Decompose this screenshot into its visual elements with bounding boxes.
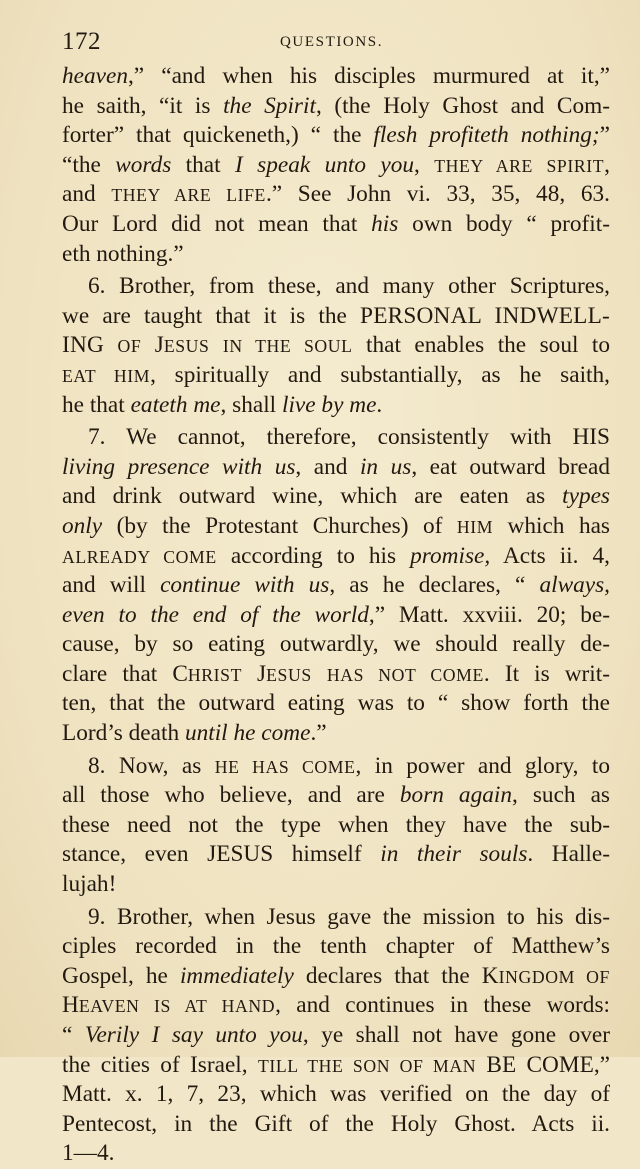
italic-text: I speak unto you — [235, 151, 415, 178]
small-caps-text: ALREADY COME — [62, 546, 217, 567]
text-line — [62, 752, 610, 782]
small-caps-text: HIM — [456, 516, 494, 537]
text-run: he that — [62, 391, 131, 418]
italic-text: the Spirit — [223, 92, 316, 119]
text-run: lujah! — [62, 871, 117, 898]
text-run: 8. Now, as — [88, 752, 215, 779]
italic-text: until he come — [184, 720, 311, 747]
italic-text: continue with us — [160, 572, 330, 599]
text-line — [62, 453, 610, 483]
italic-text: heaven — [62, 63, 128, 89]
italic-text: types — [562, 483, 610, 510]
text-line — [62, 1080, 610, 1110]
text-run: , eat outward bread — [411, 453, 610, 480]
small-caps-text: HRIST — [187, 664, 242, 685]
text-line — [62, 331, 610, 361]
small-caps-text: ESUS — [163, 336, 210, 357]
small-caps-text: HE HAS COME — [214, 756, 356, 777]
text-run: we are taught that it is the — [62, 302, 361, 329]
text-line — [62, 811, 610, 841]
text-line — [62, 1139, 610, 1169]
text-line — [62, 719, 610, 749]
text-run — [209, 332, 222, 358]
text-run: ING — [62, 332, 105, 359]
text-run: . — [376, 391, 383, 418]
text-run: , such as — [512, 782, 610, 809]
small-caps-text: THEY ARE LIFE — [111, 185, 266, 206]
text-run: cause, by so eating outwardly, we should really de- — [62, 631, 610, 658]
text-run: clare that C — [62, 660, 188, 687]
text-run: J — [141, 332, 164, 359]
text-run: .” — [310, 720, 327, 747]
text-run: .” See John vi. 33, 35, 48, 63. — [265, 181, 610, 208]
small-caps-text: INGDOM OF — [498, 966, 610, 987]
text-run: 1—4. — [62, 1140, 115, 1167]
text-line — [62, 62, 610, 92]
italic-text: flesh profiteth nothing; — [373, 122, 600, 149]
text-run: “ — [62, 1022, 85, 1048]
text-run: 9. Brother, when Jesus gave the mission to his dis- — [88, 903, 610, 930]
text-line — [62, 601, 610, 631]
text-run: , shall — [220, 391, 282, 418]
italic-text: immediately — [179, 962, 294, 989]
italic-text: his — [371, 210, 399, 237]
text-run: , in power and glory, to — [355, 752, 611, 779]
text-line — [62, 903, 610, 933]
text-run: ,” Matt. xxviii. 20; be- — [368, 601, 610, 628]
small-caps-text: THEY ARE SPIRIT — [434, 155, 605, 176]
italic-text: living presence with us — [62, 453, 296, 480]
text-run: , spiritually and substantially, as he saith, — [150, 361, 610, 388]
text-line — [62, 781, 610, 811]
small-caps-text: OF — [117, 336, 142, 357]
text-run: and — [62, 181, 112, 208]
text-run — [312, 661, 327, 687]
small-caps-text: HAS NOT COME — [326, 664, 484, 685]
text-line — [62, 1110, 610, 1140]
italic-text: in their souls — [380, 841, 528, 868]
text-line — [62, 180, 610, 210]
text-line — [62, 512, 610, 542]
text-line — [62, 302, 610, 332]
text-run: , — [604, 151, 610, 178]
page-header — [62, 28, 610, 58]
text-run: eth nothing.” — [62, 240, 184, 267]
text-run: Gospel, he — [62, 962, 180, 989]
text-run: . It is writ- — [483, 660, 611, 687]
text-run: , — [414, 151, 435, 178]
text-run: 7. We cannot, therefore, consistently with HIS — [88, 424, 610, 451]
text-line — [62, 571, 610, 601]
text-line — [62, 482, 610, 512]
text-run: . Halle- — [527, 841, 610, 868]
italic-text: always, — [539, 572, 610, 599]
small-caps-text: TILL THE SON OF MAN — [257, 1055, 477, 1076]
text-line — [62, 630, 610, 660]
text-run: he saith, “it is — [62, 92, 224, 119]
text-run: which has — [493, 512, 610, 539]
italic-text: born again — [399, 782, 512, 809]
italic-text: in us — [359, 453, 412, 480]
text-line — [62, 272, 610, 302]
text-run: H — [62, 992, 79, 1019]
italic-text: Verily I say unto you — [84, 1022, 303, 1048]
text-line — [62, 840, 610, 870]
italic-text: live by me — [281, 391, 377, 418]
text-run: Acts ii. 4, — [490, 542, 610, 569]
text-line — [62, 391, 610, 421]
text-line — [62, 991, 610, 1021]
text-run: (by the Protestant Churches) of — [102, 512, 457, 539]
text-run: Matt. x. 1, 7, 23, which was verified on the day of — [62, 1081, 610, 1108]
text-line — [62, 361, 610, 391]
small-caps-text: ESUS — [266, 664, 312, 685]
text-run: all those who believe, and are — [62, 782, 400, 809]
text-line — [62, 1021, 610, 1051]
text-line — [62, 423, 610, 453]
text-line — [62, 1051, 610, 1081]
page-number: 172 — [62, 28, 101, 55]
text-run: Our Lord did not mean that — [62, 210, 372, 237]
text-run: 6. Brother, from these, and many other Scriptures, — [88, 273, 610, 300]
running-head: QUESTIONS. — [280, 34, 384, 50]
text-line — [62, 151, 610, 181]
text-run: according to his — [216, 542, 411, 569]
text-run: “the — [62, 151, 116, 178]
text-line — [62, 240, 610, 270]
text-run: that — [171, 151, 235, 178]
italic-text: only — [62, 512, 103, 539]
text-run: BE COME,” — [476, 1051, 610, 1078]
text-run: J — [241, 660, 267, 687]
text-run: and will — [62, 572, 161, 599]
italic-text: eateth me — [130, 391, 221, 418]
text-run: own body “ profit- — [398, 210, 610, 237]
text-run: and drink outward wine, which are eaten as — [62, 483, 563, 510]
text-run: , and — [295, 453, 360, 480]
text-line — [62, 870, 610, 900]
text-line — [62, 660, 610, 690]
text-run — [104, 332, 117, 358]
text-run: forter” that quickeneth,) “ the — [62, 122, 374, 149]
text-line — [62, 932, 610, 962]
small-caps-text: IN THE SOUL — [222, 336, 353, 357]
text-run: , ye shall not have gone over — [302, 1022, 610, 1048]
text-line — [62, 210, 610, 240]
italic-text: promise, — [410, 542, 491, 569]
text-run: the cities of Israel, — [62, 1051, 258, 1078]
text-run: ” — [599, 122, 610, 149]
text-line — [62, 121, 610, 151]
text-line — [62, 92, 610, 122]
text-run: ten, that the outward eating was to “ show forth the — [62, 690, 610, 717]
text-run: ,” “and when his disciples murmured at it,” — [127, 63, 610, 89]
text-run: declares that the K — [293, 962, 499, 989]
small-caps-text: EAT HIM — [62, 365, 151, 386]
small-caps-text: EAVEN IS AT HAND — [78, 996, 276, 1017]
text-run: PERSONAL INDWELL- — [360, 302, 611, 329]
italic-text: words — [115, 151, 172, 178]
text-run: ciples recorded in the tenth chapter of Matthew’s — [62, 933, 610, 960]
italic-text: even to the end of the world — [62, 601, 369, 628]
text-run: Lord’s death — [62, 720, 185, 747]
text-run: that enables the soul to — [352, 332, 611, 359]
text-run: , and continues in these words: — [275, 992, 610, 1019]
text-run: , as he declares, “ — [329, 572, 540, 599]
text-line — [62, 689, 610, 719]
text-run: Pentecost, in the Gift of the Holy Ghost. Acts ii. — [62, 1110, 610, 1137]
body-text — [62, 62, 610, 1169]
text-run: these need not the type when they have the sub- — [62, 811, 610, 838]
text-line — [62, 542, 610, 572]
text-run: , (the Holy Ghost and Com- — [315, 92, 610, 119]
text-run: stance, even JESUS himself — [62, 841, 381, 868]
text-line — [62, 962, 610, 992]
